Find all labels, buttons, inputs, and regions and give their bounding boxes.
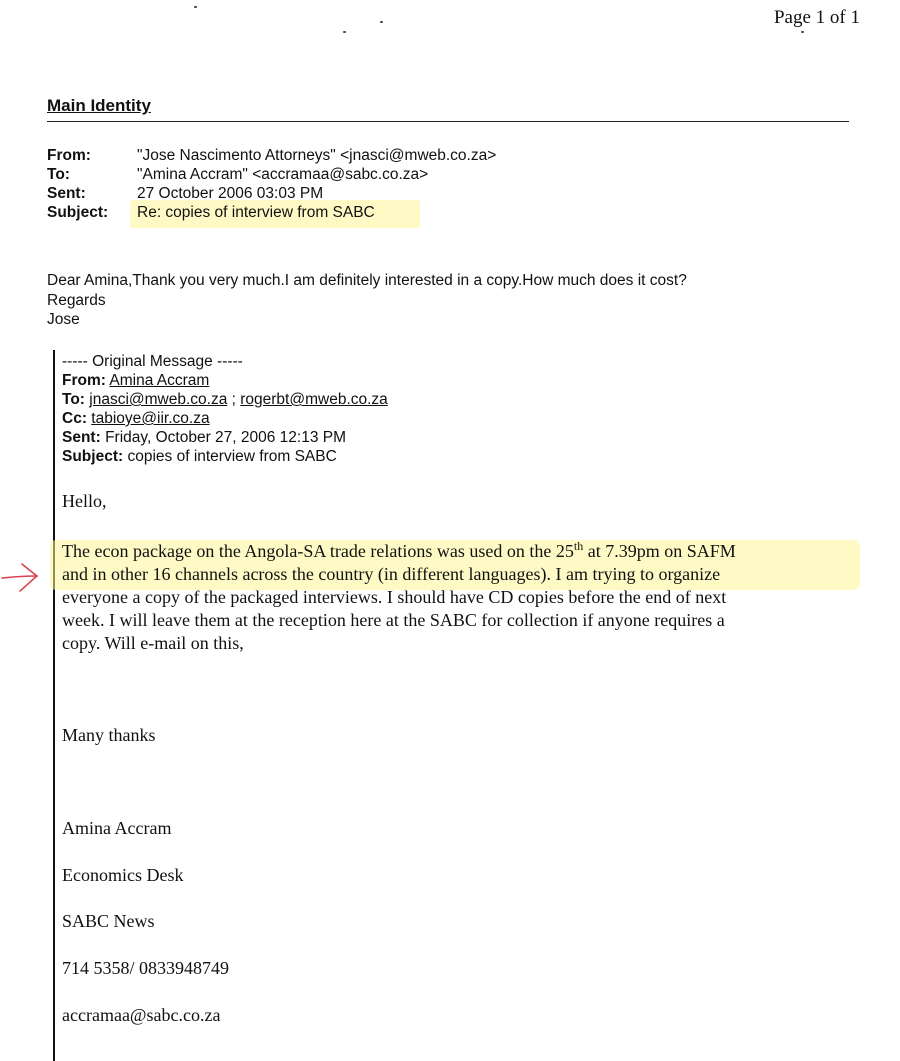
from-label: From: xyxy=(47,147,91,164)
original-cc-row xyxy=(62,409,388,428)
scan-speck xyxy=(343,31,346,33)
signature-name: Amina Accram xyxy=(62,818,172,838)
to-row xyxy=(47,165,496,184)
ordinal-suffix: th xyxy=(573,539,584,553)
body-line: week. I will leave them at the reception here at the SABC for collection if anyone requires a xyxy=(62,610,725,630)
reply-body xyxy=(47,271,687,330)
original-greeting: Hello, xyxy=(62,491,107,511)
scan-speck xyxy=(194,6,197,8)
subject-value: Re: copies of interview from SABC xyxy=(137,204,375,221)
body-text: The econ package on the Angola-SA trade relations was used on the 25 xyxy=(62,541,574,561)
from-value: "Jose Nascimento Attorneys" <jnasci@mweb.co.za> xyxy=(137,147,497,164)
original-message-header xyxy=(62,352,388,466)
email-header xyxy=(47,146,496,222)
signature-organization: SABC News xyxy=(62,911,155,931)
original-from-label: From: xyxy=(62,372,106,389)
original-from-link[interactable]: Amina Accram xyxy=(109,372,210,389)
original-sent-label: Sent: xyxy=(62,429,101,446)
reply-regards: Regards xyxy=(47,291,106,309)
from-row xyxy=(47,146,496,165)
original-to-label: To: xyxy=(62,391,85,408)
original-subject-label: Subject: xyxy=(62,448,124,465)
signature-desk: Economics Desk xyxy=(62,865,184,885)
original-cc-label: Cc: xyxy=(62,410,87,427)
original-sent-value: Friday, October 27, 2006 12:13 PM xyxy=(105,429,347,446)
body-line xyxy=(62,540,852,563)
hand-drawn-arrow-icon xyxy=(0,560,40,594)
quote-bar xyxy=(53,350,55,1061)
original-from-row xyxy=(62,371,388,390)
signature-phone: 714 5358/ 0833948749 xyxy=(62,958,230,978)
original-to-link-1[interactable]: jnasci@mweb.co.za xyxy=(89,391,228,408)
original-cc-link[interactable]: tabioye@iir.co.za xyxy=(91,410,210,427)
scan-speck xyxy=(380,21,383,23)
sent-value: 27 October 2006 03:03 PM xyxy=(137,185,324,202)
reply-signature: Jose xyxy=(47,311,80,328)
original-to-link-2[interactable]: rogerbt@mweb.co.za xyxy=(240,391,388,408)
sent-row xyxy=(47,184,496,203)
reply-line: Dear Amina,Thank you very much.I am definitely interested in a copy.How much does it cost? xyxy=(47,272,687,289)
identity-divider xyxy=(47,121,849,122)
original-to-row xyxy=(62,390,388,409)
sent-label: Sent: xyxy=(47,185,86,202)
original-subject-value: copies of interview from SABC xyxy=(127,448,337,465)
body-line: everyone a copy of the packaged interviews. I should have CD copies before the end of next xyxy=(62,587,727,607)
subject-row xyxy=(47,203,496,222)
identity-title: Main Identity xyxy=(47,96,151,115)
signature-email[interactable]: accramaa@sabc.co.za xyxy=(62,1005,221,1025)
original-divider: ----- Original Message ----- xyxy=(62,353,243,370)
original-sent-row xyxy=(62,428,388,447)
page-number: Page 1 of 1 xyxy=(773,7,860,28)
body-text: at 7.39pm on SAFM xyxy=(583,541,736,561)
original-body xyxy=(62,540,852,655)
body-line: copy. Will e-mail on this, xyxy=(62,633,244,653)
body-line: and in other 16 channels across the country (in different languages). I am trying to organize xyxy=(62,564,721,584)
original-to-separator: ; xyxy=(227,391,241,408)
scan-speck xyxy=(801,31,804,33)
to-value: "Amina Accram" <accramaa@sabc.co.za> xyxy=(137,166,429,183)
subject-label: Subject: xyxy=(47,204,109,221)
original-subject-row xyxy=(62,447,388,466)
to-label: To: xyxy=(47,166,70,183)
closing: Many thanks xyxy=(62,725,156,745)
